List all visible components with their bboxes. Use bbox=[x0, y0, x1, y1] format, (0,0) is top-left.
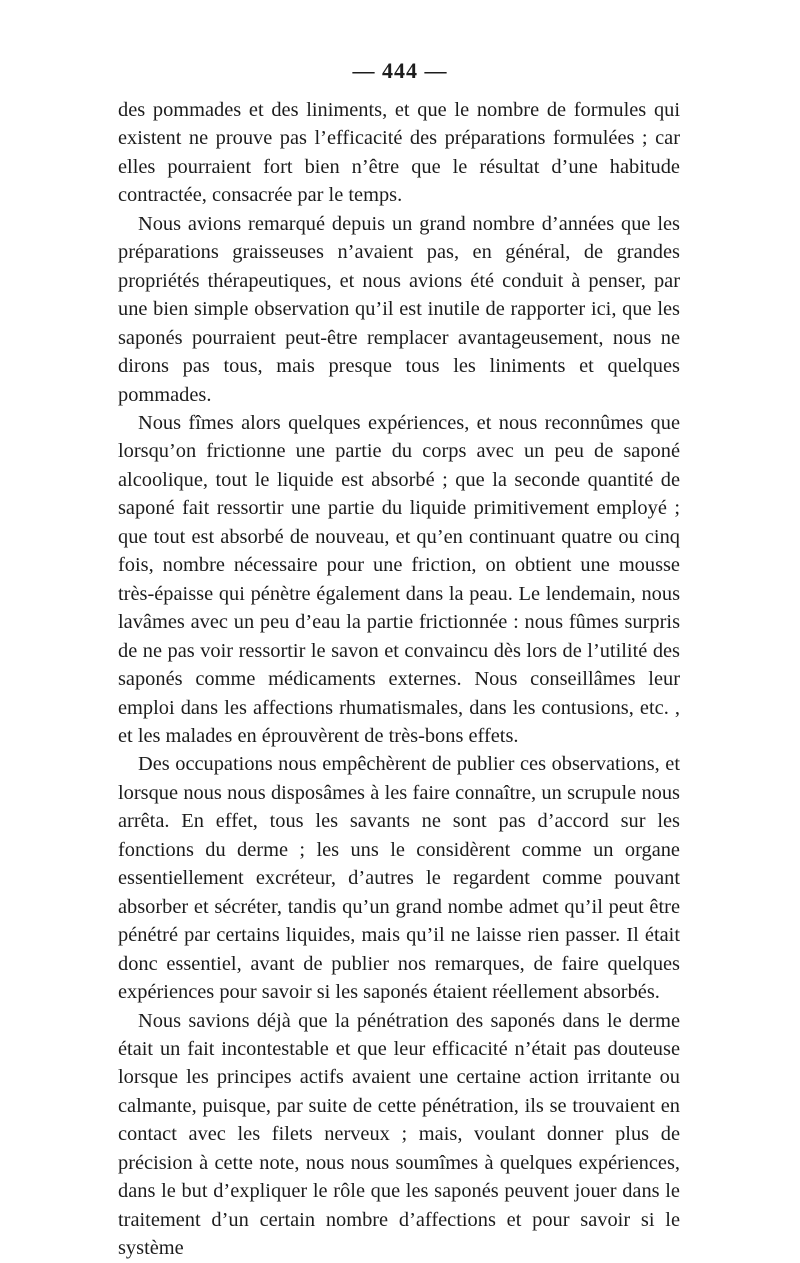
paragraph-2: Nous avions remarqué depuis un grand nombre d’années que les préparations graisseuses n’avaient pas, en général, de grandes propriétés thérapeutiques, et nous avions été conduit à penser, par une bien simple observation qu’il est inutile de rapporter ici, que les saponés pourraient peut-être remplacer avantageusement, nous ne dirons pas tous, mais presque tous les liniments et quelques pommades. bbox=[118, 212, 680, 406]
paragraph-1: des pommades et des liniments, et que le nombre de formules qui existent ne prouve pas l’efficacité des préparations formulées ; car elles pourraient fort bien n’être que le résultat d’une habitude contractée, consacrée par le temps. bbox=[118, 99, 680, 207]
paragraph-5: Nous savions déjà que la pénétration des saponés dans le derme était un fait incontestable et que leur efficacité n’était pas douteuse lorsque les principes actifs avaient une certaine action irritante ou calmante, puisque, par suite de cette pénétration, ils se trouvaient en contact avec les filets nerveux ; mais, voulant donner plus de précision à cette note, nous nous soumîmes à quelques expériences, dans le but d’expliquer le rôle que les saponés peuvent jouer dans le traitement d’un certain nombre d’affections et pour savoir si le système bbox=[118, 1009, 680, 1260]
body-text bbox=[118, 96, 680, 1263]
paragraph-4: Des occupations nous empêchèrent de publier ces observations, et lorsque nous nous disposâmes à les faire connaître, un scrupule nous arrêta. En effet, tous les savants ne sont pas d’accord sur les fonctions du derme ; les uns le considèrent comme un organe essentiellement excréteur, d’autres le regardent comme pouvant absorber et sécréter, tandis qu’un grand nombe admet qu’il peut être pénétré par certains liquides, mais qu’il ne laisse rien passer. Il était donc essentiel, avant de publier nos remarques, de faire quelques expériences pour savoir si les saponés étaient réellement absorbés. bbox=[118, 753, 680, 1004]
page-number: — 444 — bbox=[352, 58, 448, 83]
paragraph-3: Nous fîmes alors quelques expériences, et nous reconnûmes que lorsqu’on frictionne une partie du corps avec un peu de saponé alcoolique, tout le liquide est absorbé ; que la seconde quantité de saponé fait ressortir une partie du liquide primitivement employé ; que tout est absorbé de nouveau, et qu’en continuant quatre ou cinq fois, nombre nécessaire pour une friction, on obtient une mousse très-épaisse qui pénètre également dans la peau. Le lendemain, nous lavâmes avec un peu d’eau la partie frictionnée : nous fûmes surpris de ne pas voir ressortir le savon et convaincu dès lors de l’utilité des saponés comme médicaments externes. Nous conseillâmes leur emploi dans les affections rhumatismales, dans les contusions, etc. , et les malades en éprouvèrent de très-bons effets. bbox=[118, 411, 680, 747]
